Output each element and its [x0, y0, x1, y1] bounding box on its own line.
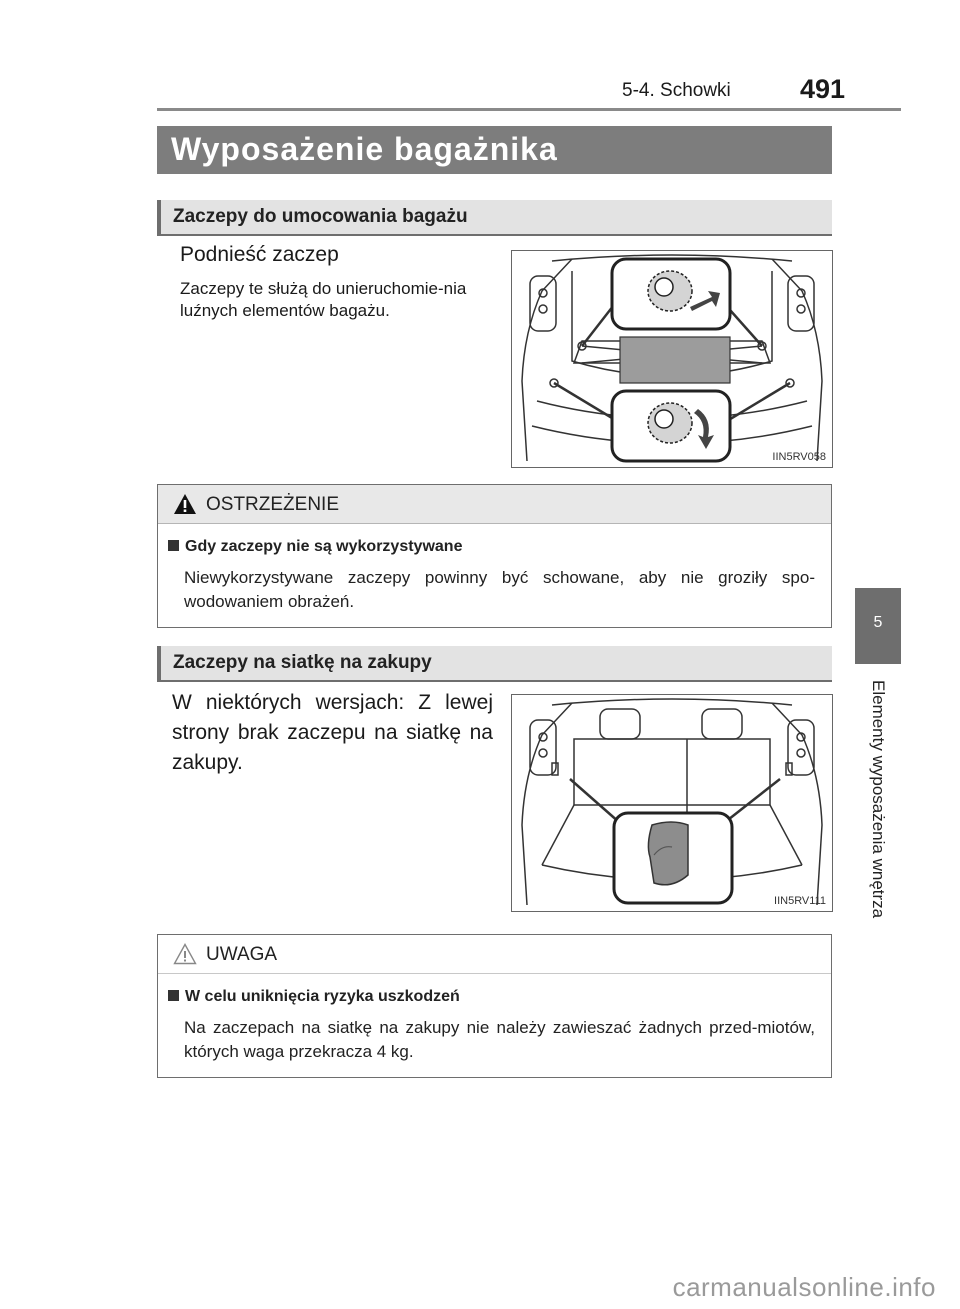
- warning-box: [157, 484, 832, 628]
- section-heading-text: Zaczepy na siatkę na zakupy: [173, 652, 432, 673]
- warning-header: [158, 485, 831, 524]
- caution-text: Na zaczepach na siatkę na zakupy nie należy zawieszać żadnych przed-miotów, których waga przekracza 4 kg.: [184, 1018, 815, 1061]
- lift-hook-description: Zaczepy te służą do unieruchomie-nia luźnych elementów bagażu.: [180, 279, 467, 320]
- page-title: Wyposażenie bagażnika: [171, 131, 558, 167]
- chapter-title: Elementy wyposażenia wnętrza: [869, 680, 888, 919]
- warning-text: Niewykorzystywane zaczepy powinny być schowane, aby nie groziły spo-wodowaniem obrażeń.: [184, 568, 815, 611]
- page-title-bar: [157, 126, 832, 174]
- caution-subheading: W celu uniknięcia ryzyka uszkodzeń: [168, 988, 815, 1006]
- warning-icon: [173, 493, 197, 515]
- caution-header: [158, 935, 831, 974]
- section-heading-luggage-hooks: [157, 200, 832, 234]
- page-number: 491: [800, 74, 846, 104]
- caution-icon: [173, 943, 197, 965]
- shopping-net-hooks-illustration: [512, 695, 832, 911]
- lift-hook-label: Podnieść zaczep: [180, 243, 339, 266]
- caution-label: UWAGA: [206, 944, 278, 965]
- warning-subheading: Gdy zaczepy nie są wykorzystywane: [168, 538, 815, 556]
- bullet-square-icon: [168, 990, 179, 1001]
- luggage-hooks-illustration: [512, 251, 832, 467]
- header-rule: [157, 108, 901, 111]
- chapter-number: 5: [873, 614, 883, 631]
- figure-luggage-hooks: [511, 250, 833, 468]
- chapter-tab: [855, 588, 901, 664]
- watermark: carmanualsonline.info: [672, 1272, 936, 1302]
- shopping-net-note: W niektórych wersjach: Z lewej strony brak zaczepu na siatkę na zakupy.: [172, 691, 493, 774]
- bullet-square-icon: [168, 540, 179, 551]
- figure-code-1: IIN5RV058: [772, 451, 826, 463]
- section-heading-shopping-net-hooks: [157, 646, 832, 680]
- warning-label: OSTRZEŻENIE: [206, 494, 340, 515]
- header-section: 5-4. Schowki: [622, 80, 731, 101]
- caution-box: [157, 934, 832, 1078]
- figure-code-2: IIN5RV111: [774, 895, 826, 907]
- figure-shopping-net-hooks: [511, 694, 833, 912]
- section-heading-text: Zaczepy do umocowania bagażu: [173, 206, 468, 227]
